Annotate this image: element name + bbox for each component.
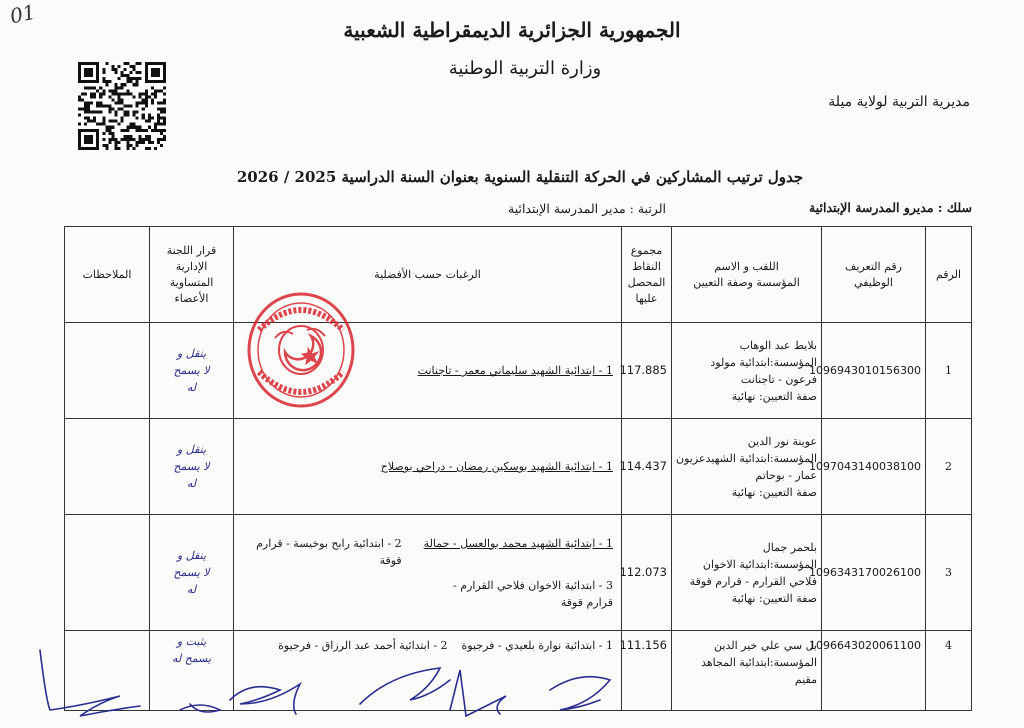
signature-scribbles <box>30 640 650 728</box>
employee-cell <box>672 515 822 631</box>
notes-cell <box>65 419 150 515</box>
row-number: 4 <box>926 631 972 711</box>
table-header-row <box>65 227 972 323</box>
employee-name: بلحمر جمال <box>762 540 817 554</box>
col-header-points-line1: مجموع <box>630 243 663 257</box>
page-number: 01 <box>7 0 38 29</box>
wish-2: 2 - ابتدائية رابح بوخيسة - قرارم قوقة <box>256 536 402 567</box>
col-header-points-line2: النقاط <box>632 259 661 273</box>
committee-decision <box>150 515 234 631</box>
decision-line: له <box>186 477 197 490</box>
grade-label: الرتبة : مدير المدرسة الإبتدائية <box>508 201 666 216</box>
employee-name: بلايط عبد الوهاب <box>739 338 817 352</box>
row-number: 2 <box>926 419 972 515</box>
wish-1: 1 - ابتدائية نوارة بلعيدي - فرجيوة <box>461 639 613 652</box>
decision-line: لا يسمح <box>173 460 210 473</box>
notes-cell <box>65 515 150 631</box>
wishes-cell <box>234 419 622 515</box>
col-header-notes: الملاحظات <box>65 227 150 323</box>
col-header-decision-line1: قرار اللجنة الإدارية <box>166 243 217 273</box>
table-row <box>65 323 972 419</box>
employee-cell <box>672 323 822 419</box>
wish-1: 1 - ابتدائية الشهيد بوسكين رمضان - دراحي بوصلاح <box>380 460 613 473</box>
republic-heading: الجمهورية الجزائرية الديمقراطية الشعبية <box>343 18 681 42</box>
wish-3: 3 - ابتدائية الاخوان فلاحي القرارم - قرارم قوقة <box>453 578 613 609</box>
wish-1: 1 - ابتدائية الشهيد سليماني معمر - تاجنانت <box>417 364 613 377</box>
col-header-name <box>672 227 822 323</box>
col-header-name-line2: المؤسسة وصفة التعيين <box>693 275 800 289</box>
ranking-table <box>64 226 972 711</box>
employee-id: 1096343170026100 <box>822 515 926 631</box>
col-header-points-line3: المحصل <box>627 275 666 289</box>
col-header-id: رقم التعريف الوظيفي <box>822 227 926 323</box>
decision-line: لا يسمح <box>173 364 210 377</box>
wish-2: 2 - ابتدائية أحمد عبد الرزاق - فرجيوة <box>278 639 448 652</box>
employee-status: صفة التعيين: نهائية <box>731 485 817 499</box>
points-total: 117.885 <box>622 323 672 419</box>
table-row <box>65 515 972 631</box>
employee-id: 1096643020061100 <box>822 631 926 711</box>
employee-cell <box>672 631 822 711</box>
employee-status: صفة التعيين: نهائية <box>731 591 817 605</box>
employee-name: عوينة نور الدين <box>747 434 817 448</box>
notes-cell <box>65 323 150 419</box>
employee-school: المؤسسة:ابتدائية مولود فرعون - تاجنانت <box>710 355 817 386</box>
col-header-name-line1: اللقب و الاسم <box>714 259 779 273</box>
decision-line: له <box>186 583 197 596</box>
decision-line: لا يسمح <box>173 566 210 579</box>
employee-id: 1096943010156300 <box>822 323 926 419</box>
decision-line: يسمح له <box>171 652 212 665</box>
official-seal-icon <box>245 290 357 410</box>
committee-decision <box>150 419 234 515</box>
qr-code-icon <box>78 62 166 150</box>
col-header-points-line4: عليها <box>635 291 658 305</box>
row-number: 1 <box>926 323 972 419</box>
decision-line: ينقل و <box>176 347 207 360</box>
decision-line: ينقل و <box>176 443 207 456</box>
col-header-decision <box>150 227 234 323</box>
points-total: 111.156 <box>622 631 672 711</box>
points-total: 114.437 <box>622 419 672 515</box>
col-header-points <box>622 227 672 323</box>
decision-line: له <box>186 381 197 394</box>
ministry-heading: وزارة التربية الوطنية <box>448 58 602 79</box>
decision-line: ينقل و <box>176 549 207 562</box>
corps-label: سلك : مديرو المدرسة الإبتدائية <box>809 200 972 215</box>
row-number: 3 <box>926 515 972 631</box>
employee-school: المؤسسة:ابتدائية الاخوان فلاحي القرارم - قرارم قوقة <box>689 557 817 588</box>
employee-status: صفة التعيين: نهائية <box>731 389 817 403</box>
employee-cell <box>672 419 822 515</box>
wishes-cell <box>234 515 622 631</box>
points-total: 112.073 <box>622 515 672 631</box>
employee-school: المؤسسة:ابتدائية المجاهد مقيم <box>701 656 817 686</box>
employee-school: المؤسسة:ابتدائية الشهيدعزيون عمار - بوحاتم <box>676 451 817 482</box>
employee-name: بل سي علي خير الدين <box>714 639 817 652</box>
committee-decision <box>150 323 234 419</box>
col-header-wishes: الرغبات حسب الأفضلية <box>234 227 622 323</box>
document-title: جدول ترتيب المشاركين في الحركة التنقلية السنوية بعنوان السنة الدراسية 2025 / 2026 <box>236 168 804 186</box>
directorate-label: مديرية التربية لولاية ميلة <box>828 94 970 110</box>
employee-id: 1097043140038100 <box>822 419 926 515</box>
table-row <box>65 419 972 515</box>
wish-1: 1 - ابتدائية الشهيد محمد بوالعسل - حمالة <box>423 536 613 550</box>
decision-line: يثبت و <box>176 635 207 648</box>
col-header-num: الرقم <box>926 227 972 323</box>
col-header-decision-line2: المتساوية الأعضاء <box>169 275 214 305</box>
